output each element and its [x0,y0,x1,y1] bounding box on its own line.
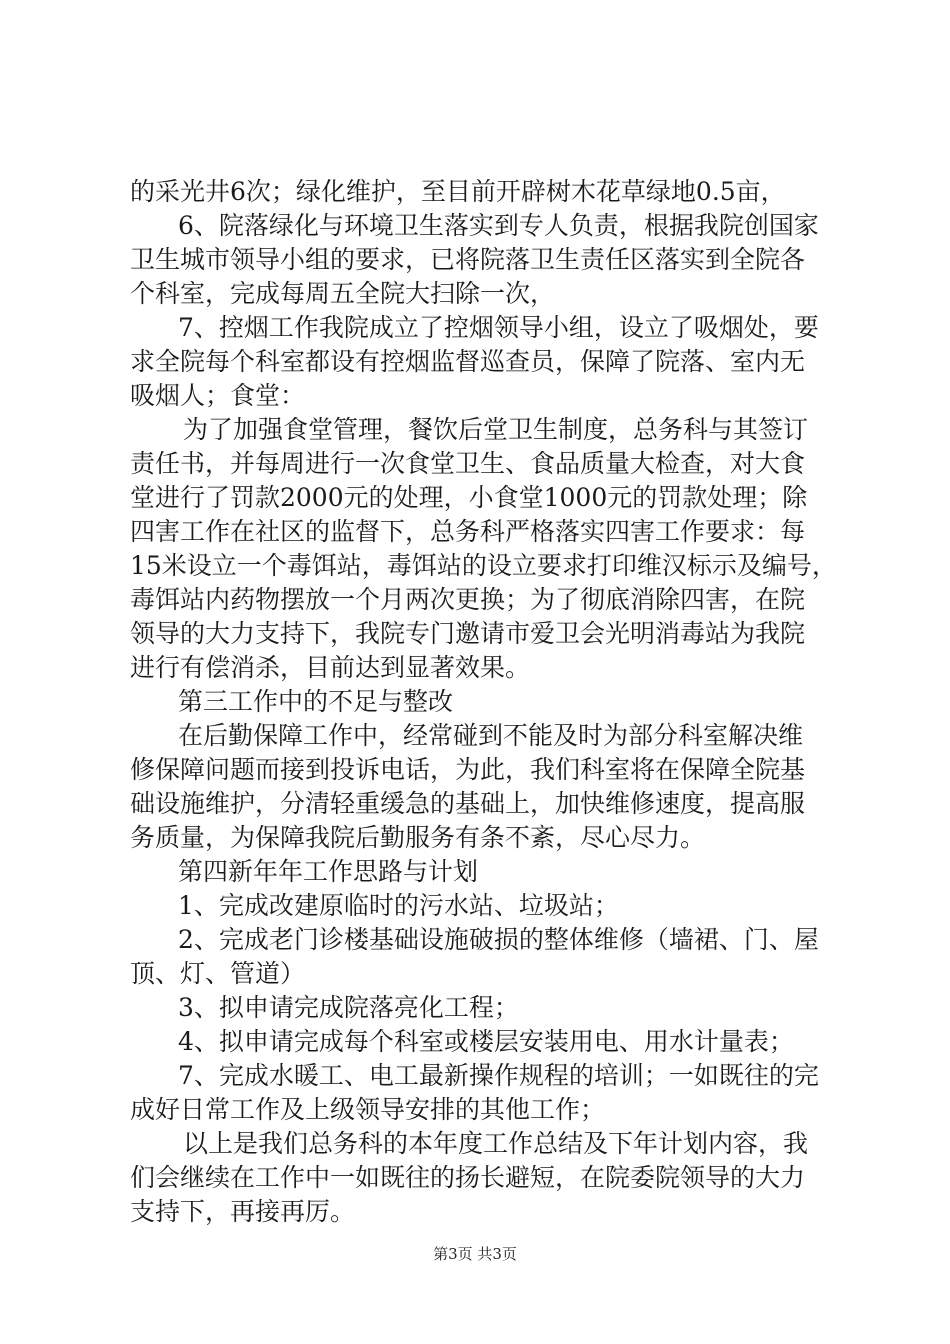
section-heading: 第三工作中的不足与整改 [178,687,454,716]
text-line: 顶、灯、管道） [130,959,306,988]
text-line: 四害工作在社区的监督下，总务科严格落实四害工作要求：每 [130,517,806,546]
text-line: 15米设立一个毒饵站，毒饵站的设立要求打印维汉标示及编号， [130,551,837,580]
text-line: 卫生城市领导小组的要求，已将院落卫生责任区落实到全院各 [130,245,806,274]
text-line: 个科室，完成每周五全院大扫除一次， [130,279,556,308]
text-line: 4、拟申请完成每个科室或楼层安装用电、用水计量表； [178,1027,794,1056]
text-line: 毒饵站内药物摆放一个月两次更换；为了彻底消除四害，在院 [130,585,806,614]
text-line: 堂进行了罚款2000元的处理，小食堂1000元的罚款处理；除 [130,483,808,512]
text-line: 2、完成老门诊楼基础设施破损的整体维修（墙裙、门、屋 [178,925,819,954]
text-line: 修保障问题而接到投诉电话，为此，我们科室将在保障全院基 [130,755,806,784]
text-line: 1、完成改建原临时的污水站、垃圾站； [178,891,619,920]
page-footer: 第3页 共3页 [433,1245,517,1263]
text-line: 务质量，为保障我院后勤服务有条不紊，尽心尽力。 [130,823,706,852]
text-line: 支持下，再接再厉。 [130,1197,356,1226]
text-line: 在后勤保障工作中，经常碰到不能及时为部分科室解决维 [178,721,804,750]
text-line: 7、控烟工作我院成立了控烟领导小组，设立了吸烟处，要 [178,313,819,342]
section-heading: 第四新年年工作思路与计划 [178,857,479,886]
text-line: 进行有偿消杀，目前达到显著效果。 [130,653,531,682]
text-line: 6、院落绿化与环境卫生落实到专人负责，根据我院创国家 [178,211,819,240]
text-line: 领导的大力支持下，我院专门邀请市爱卫会光明消毒站为我院 [130,619,806,648]
text-line: 们会继续在工作中一如既往的扬长避短，在院委院领导的大力 [130,1163,806,1192]
text-line: 以上是我们总务科的本年度工作总结及下年计划内容，我 [183,1129,809,1158]
text-line: 础设施维护，分清轻重缓急的基础上，加快维修速度，提高服 [130,789,806,818]
text-line: 吸烟人；食堂： [130,381,306,410]
text-line: 的采光井6次；绿化维护，至目前开辟树木花草绿地0.5亩， [130,177,786,206]
text-line: 为了加强食堂管理，餐饮后堂卫生制度，总务科与其签订 [183,415,809,444]
text-line: 7、完成水暖工、电工最新操作规程的培训；一如既往的完 [178,1061,819,1090]
text-line: 3、拟申请完成院落亮化工程； [178,993,519,1022]
text-line: 成好日常工作及上级领导安排的其他工作； [130,1095,606,1124]
text-line: 责任书，并每周进行一次食堂卫生、食品质量大检查，对大食 [130,449,806,478]
text-line: 求全院每个科室都设有控烟监督巡查员，保障了院落、室内无 [130,347,806,376]
